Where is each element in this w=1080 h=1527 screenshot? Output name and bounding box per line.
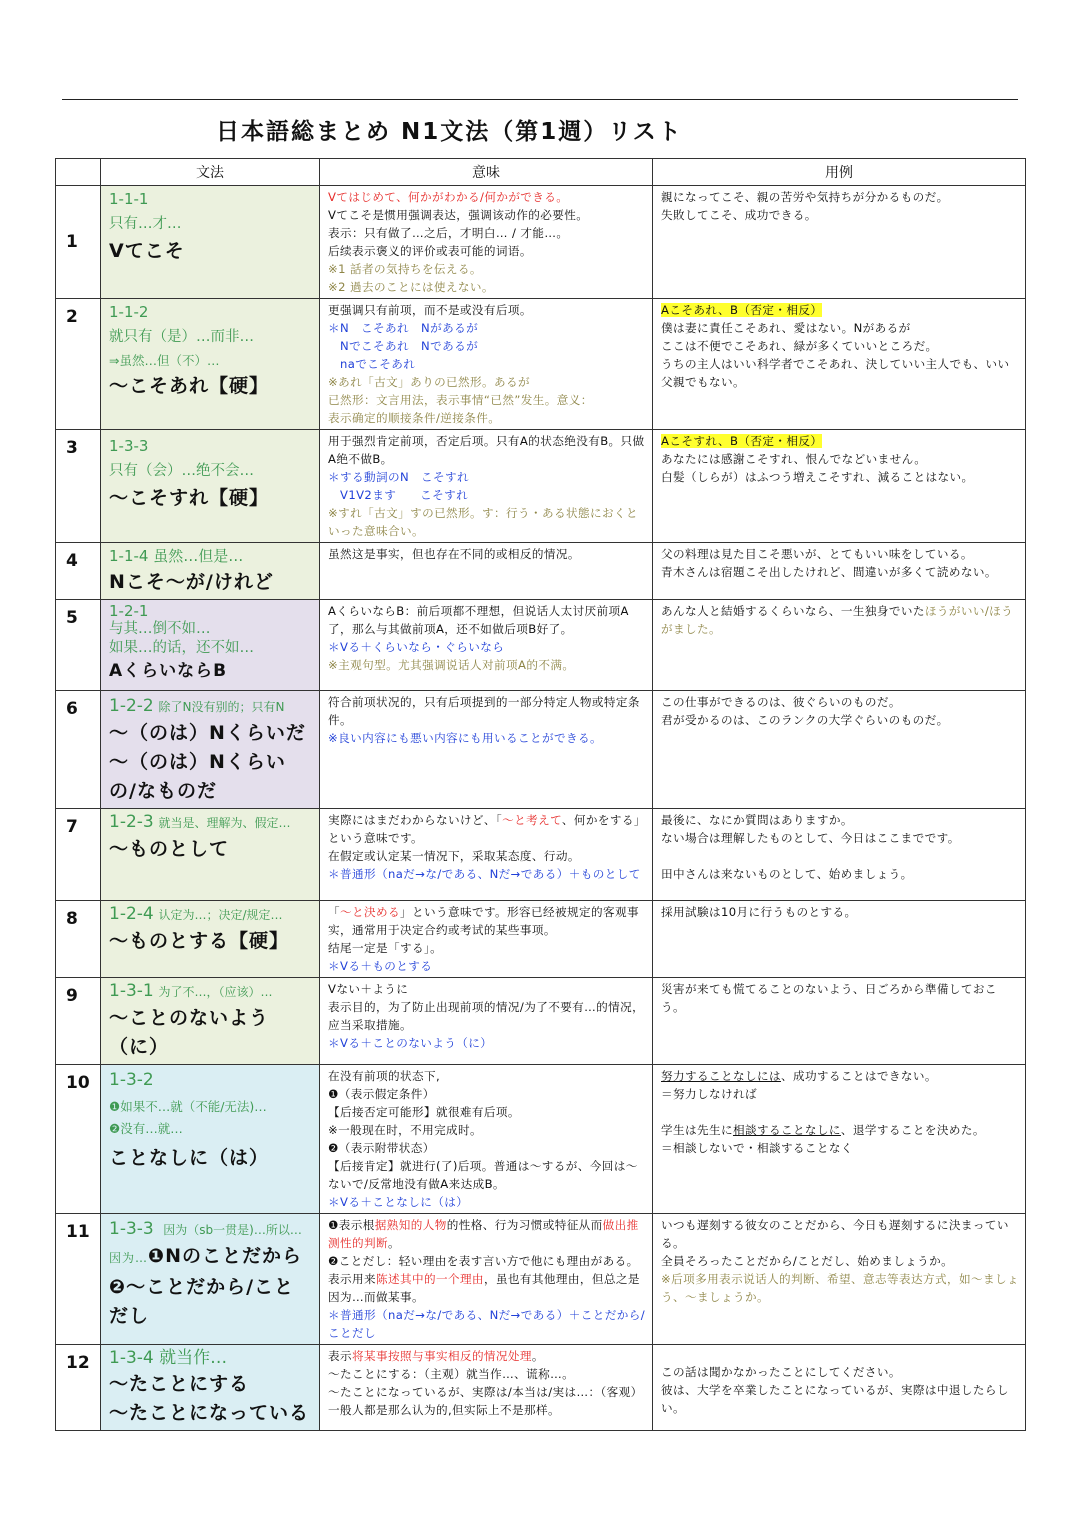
example-line: ＝努力しなければ	[661, 1087, 757, 1101]
grammar-meaning: ❶如果不…就（不能/无法)…	[109, 1099, 267, 1114]
example-text: ＝相談しないで・相談することなく	[661, 1123, 1016, 1155]
grammar-code-number: 1-2-2	[109, 696, 154, 716]
meaning-pattern: ＊Vる＋くらいなら・ぐらいなら	[328, 640, 505, 654]
grammar-meaning: 只有（会）…绝不会…	[109, 463, 254, 479]
grammar-code: 1-2-1	[109, 602, 149, 620]
meaning-cell	[320, 809, 653, 901]
row-number: 12	[56, 1345, 101, 1431]
example-line: 田中さんは来ないものとして、始めましょう。	[661, 867, 913, 881]
meaning-line: 符合前项状况的，只有后项提到的一部分特定人物或特定条件。	[328, 695, 640, 727]
meaning-cell	[320, 430, 653, 543]
grammar-code: 1-1-1	[109, 190, 149, 208]
example-line: この話は聞かなかったことにしてください。	[661, 1365, 901, 1379]
grammar-pattern: ～ものとする【硬】	[109, 930, 290, 952]
grammar-code: 1-3-2	[109, 1070, 154, 1090]
meaning-cell	[320, 186, 653, 299]
example-text: 、退学することを決めた。	[840, 1123, 980, 1137]
grammar-cell	[101, 978, 320, 1065]
meaning-text: ❶表示根	[328, 1218, 375, 1232]
grammar-cell	[101, 186, 320, 299]
grammar-pattern: ～たことにする	[109, 1373, 250, 1395]
meaning-pattern: ＊する動詞のN こそすれ	[328, 470, 470, 484]
table-row	[56, 430, 1026, 543]
meaning-line: 用于强烈肯定前项，否定后项。只有A的状态绝没有B。只做A绝不做B。	[328, 434, 645, 466]
meaning-line: 虽然这是事实，但也存在不同的或相反的情况。	[328, 547, 580, 561]
grammar-meaning: 只有…才…	[109, 216, 182, 232]
meaning-key: ～と考えて	[502, 813, 562, 827]
meaning-note: ※すれ「古文」すの已然形。す：行う・ある状態におくといった意味合い。	[328, 506, 638, 538]
example-line	[661, 602, 1019, 638]
meaning-pattern: ＊Vる＋ものとする	[328, 959, 433, 973]
example-line	[661, 1067, 1019, 1085]
meaning-line: 在没有前项的状态下,	[328, 1069, 441, 1083]
meaning-text: ，虽也有其他理由，但总之是因为…而做某事。	[328, 1272, 640, 1304]
grammar-code-note: 就当是、理解为、假定…	[158, 816, 291, 830]
table-row	[56, 543, 1026, 600]
grammar-code	[109, 1218, 313, 1242]
grammar-code: 1-3-4 就当作…	[109, 1348, 228, 1368]
grammar-pattern: Vてこそ	[109, 240, 185, 262]
meaning-text: 的性格、行为习惯或特征从而	[446, 1218, 603, 1232]
meaning-key: 将某事按照与事实相反的情况处理	[352, 1349, 532, 1363]
meaning-pattern: ＊Vる＋ことのないよう（に）	[328, 1036, 493, 1050]
grammar-meaning: ⇒虽然…但（不）…	[109, 353, 220, 368]
row-number: 9	[56, 978, 101, 1065]
meaning-line: AくらいならB：前后项都不理想，但说话人太讨厌前项A了，那么与其做前项A，还不如做后项B好了。	[328, 604, 629, 636]
grammar-code-note: 因为（sb一贯是)…所以…	[163, 1223, 302, 1237]
example-text: 学生は先生に	[661, 1123, 733, 1137]
meaning-line	[328, 1252, 646, 1306]
meaning-line: ～たことにする：（主观）就当作…、谎称…。	[328, 1367, 575, 1381]
grammar-cell	[101, 809, 320, 901]
meaning-line: ～たことになっているが、実際は/本当は/実は…：（客观）一般人都是那么认为的,但实际上不是那样。	[328, 1385, 643, 1417]
example-cell	[653, 901, 1026, 978]
header-example: 用例	[653, 159, 1026, 186]
meaning-key: 做出推测性的判断	[328, 1218, 639, 1250]
example-cell	[653, 691, 1026, 809]
meaning-cell	[320, 1345, 653, 1431]
example-line: 全員そろったことだから/ことだし、始めましょうか。	[661, 1254, 954, 1268]
meaning-line: 表示目的，为了防止出现前项的情况/为了不要有…的情况，应当采取措施。	[328, 1000, 645, 1032]
highlight-pattern: Aこそあれ、B（否定・相反）	[661, 303, 823, 317]
table-row	[56, 600, 1026, 691]
example-line: 僕は妻に責任こそあれ、愛はない。Nがあるが	[661, 321, 911, 335]
grammar-pattern-prefix: 因为…	[109, 1251, 149, 1265]
meaning-pattern: ＊N こそあれ Nがあるが	[328, 321, 479, 335]
meaning-line: ❷（表示附带状态）	[328, 1141, 435, 1155]
meaning-note: ※あれ「古文」ありの已然形。あるが	[328, 375, 531, 389]
meaning-text: 、何かをする」という意味です。	[328, 813, 646, 845]
grammar-pattern-2: ❷～ことだから/ことだし	[109, 1276, 295, 1327]
example-line: 災害が来ても慌てることのないよう、日ごろから準備しておこう。	[661, 982, 997, 1014]
row-number: 11	[56, 1214, 101, 1345]
grammar-pattern: ことなしに（は）	[109, 1147, 270, 1169]
grammar-cell	[101, 1065, 320, 1214]
example-line: うちの主人はいい科学者でこそあれ、決していい主人でも、いい父親でもない。	[661, 357, 1010, 389]
row-number: 7	[56, 809, 101, 901]
grammar-pattern: Nこそ～が/けれど	[109, 571, 274, 593]
example-line: 父の料理は見た目こそ悪いが、とてもいい味をしている。	[661, 547, 973, 561]
example-cell	[653, 1065, 1026, 1214]
table-row	[56, 978, 1026, 1065]
grammar-cell	[101, 1214, 320, 1345]
meaning-note: ※1 話者の気持ちを伝える。	[328, 262, 482, 276]
grammar-cell	[101, 600, 320, 691]
table-row	[56, 1065, 1026, 1214]
meaning-line: 更强调只有前项，而不是或没有后项。	[328, 303, 532, 317]
grammar-pattern-2: ～たことになっている	[109, 1402, 310, 1424]
meaning-text: 表示	[328, 1349, 352, 1363]
meaning-text: 。	[531, 1349, 544, 1363]
example-cell	[653, 1214, 1026, 1345]
meaning-line: ※一般现在时，不用完成时。	[328, 1123, 483, 1137]
meaning-note: ※主观句型。尤其强调说话人对前项A的不满。	[328, 658, 575, 672]
top-rule	[62, 99, 1018, 100]
meaning-cell	[320, 1214, 653, 1345]
grammar-cell	[101, 543, 320, 600]
row-number: 3	[56, 430, 101, 543]
meaning-cell	[320, 691, 653, 809]
grammar-code	[109, 811, 313, 835]
row-number: 8	[56, 901, 101, 978]
grammar-table	[55, 158, 1026, 1431]
header-grammar: 文法	[101, 159, 320, 186]
grammar-meaning: ❷没有…就…	[109, 1121, 183, 1136]
page-title: 日本語総まとめ N1文法（第1週）リスト	[216, 119, 683, 145]
grammar-pattern	[109, 1242, 313, 1273]
meaning-line: 在假定或认定某一情况下，采取某态度、行动。	[328, 849, 580, 863]
example-cell	[653, 600, 1026, 691]
meaning-key: 据熟知的人物	[374, 1218, 447, 1232]
table-row	[56, 691, 1026, 809]
example-line	[661, 432, 1019, 450]
example-cell	[653, 543, 1026, 600]
meaning-note: 表示确定的顺接条件/逆接条件。	[328, 411, 501, 425]
meaning-line: 结尾一定是「する」。	[328, 941, 443, 955]
meaning-note: ※2 過去のことには使えない。	[328, 280, 494, 294]
meaning-text: 」という意味です。形容已经被规定的客观事实，通常用于决定合约或考试的某些事项。	[328, 905, 639, 937]
meaning-line: 【后接肯定】就进行(了)后项。普通は～するが、今回は～ないで/反常地没有做A来达成B。	[328, 1159, 638, 1191]
meaning-cell	[320, 978, 653, 1065]
example-text: あんな人と結婚するくらいなら、一生独身でいた	[661, 604, 925, 618]
meaning-text: ❷ことだし：轻い理由を表す言い方で他にも理由がある。表示用来	[328, 1254, 639, 1286]
grammar-cell	[101, 691, 320, 809]
example-cell	[653, 430, 1026, 543]
example-line: 採用試験は10月に行うものとする。	[661, 905, 857, 919]
table-row	[56, 809, 1026, 901]
meaning-key: ～と決める	[340, 905, 400, 919]
meaning-line: 【后接否定可能形】就很难有后项。	[328, 1105, 520, 1119]
table-row	[56, 186, 1026, 299]
table-row	[56, 901, 1026, 978]
example-line	[661, 301, 1019, 319]
meaning-line: 表示：只有做了…之后，才明白… / 才能…。	[328, 226, 569, 240]
meaning-cell	[320, 901, 653, 978]
grammar-pattern: ～ことのないよう（に）	[109, 1007, 270, 1058]
example-line: ない場合は理解したものとして、今日はここまでです。	[661, 831, 960, 845]
grammar-pattern-text: ❶Nのことだから	[148, 1245, 303, 1267]
grammar-pattern: ～ものとして	[109, 838, 230, 860]
example-line: 白髪（しらが）はふつう増えこそすれ、減ることはない。	[661, 470, 974, 484]
grammar-code-number: 1-3-3	[109, 1219, 154, 1239]
highlight-pattern: Aこそすれ、B（否定・相反）	[661, 434, 823, 448]
example-cell	[653, 978, 1026, 1065]
header-blank	[56, 159, 101, 186]
grammar-cell	[101, 299, 320, 430]
meaning-line: Vない＋ように	[328, 982, 409, 996]
row-number: 5	[56, 600, 101, 691]
meaning-line: ❶（表示假定条件）	[328, 1087, 435, 1101]
meaning-note: 已然形：文言用法，表示事情“已然”发生。意义：	[328, 393, 593, 407]
example-line: 失敗してこそ、成功できる。	[661, 208, 817, 222]
grammar-pattern: ～こそあれ【硬】	[109, 375, 270, 397]
example-cell	[653, 1345, 1026, 1431]
meaning-pattern: Nでこそあれ Nであるが	[328, 339, 479, 353]
table-row	[56, 299, 1026, 430]
grammar-code-number: 1-2-3	[109, 812, 154, 832]
meaning-note: ※良い内容にも悪い内容にも用いることができる。	[328, 731, 602, 745]
example-line: 君が受かるのは、このランクの大学ぐらいのものだ。	[661, 713, 949, 727]
meaning-line: Vてこそ是惯用强调表达，强调该动作的必要性。	[328, 208, 589, 222]
meaning-cell	[320, 299, 653, 430]
example-line: ここは不便でこそあれ、緑が多くていいところだ。	[661, 339, 938, 353]
example-underlined: 相談することなしに	[732, 1123, 841, 1137]
grammar-meaning: 如果…的话，还不如…	[109, 640, 254, 656]
row-number: 4	[56, 543, 101, 600]
meaning-pattern: ＊Vる＋ことなしに（は）	[328, 1195, 469, 1209]
example-underlined: 努力することなしには	[661, 1069, 781, 1083]
meaning-line	[328, 1347, 646, 1365]
example-line: 青木さんは宿題こそ出したけれど、間違いが多くて読めない。	[661, 565, 997, 579]
meaning-line: Vてはじめて、何かがわかる/何かができる。	[328, 190, 569, 204]
example-line: 彼は、大学を卒業したことになっているが、実際は中退したらしい。	[661, 1383, 1009, 1415]
meaning-text: 実際にはまだわからないけど、「	[328, 813, 503, 827]
meaning-cell	[320, 543, 653, 600]
grammar-pattern: ～（のは）Nくらいだ	[109, 722, 306, 744]
table-header-row	[56, 159, 1026, 186]
example-line	[661, 1121, 1019, 1157]
row-number: 6	[56, 691, 101, 809]
meaning-key: 陈述其中的一个理由	[375, 1272, 484, 1286]
example-line: いつも遅刻する彼女のことだから、今日も遅刻するに決まっている。	[661, 1218, 1009, 1250]
row-number: 2	[56, 299, 101, 430]
grammar-code	[109, 980, 313, 1004]
grammar-code	[109, 695, 313, 719]
table-row	[56, 1214, 1026, 1345]
meaning-line	[328, 903, 646, 939]
example-cell	[653, 809, 1026, 901]
example-line: あなたには感謝こそすれ、恨んでなどいません。	[661, 452, 927, 466]
grammar-pattern: ～こそすれ【硬】	[109, 487, 270, 509]
grammar-code: 1-1-4 虽然…但是…	[109, 547, 244, 565]
meaning-cell	[320, 600, 653, 691]
meaning-pattern: V1V2ます こそすれ	[328, 488, 469, 502]
grammar-pattern-2: ～（のは）Nくらいの/なものだ	[109, 751, 286, 802]
example-note: ※后项多用表示说话人的判断、希望、意志等表达方式，如～ましょう、～ましょうか。	[661, 1272, 1019, 1304]
example-text: 、成功することはできない。	[780, 1069, 937, 1083]
meaning-line	[328, 811, 646, 847]
grammar-code-note: 认定为…；决定/规定…	[158, 908, 283, 922]
example-line: 最後に、なにか質問はありますか。	[661, 813, 853, 827]
meaning-line	[328, 1216, 646, 1252]
grammar-code-note: 为了不…，（应该）…	[158, 985, 273, 999]
grammar-code	[109, 903, 313, 927]
header-meaning: 意味	[320, 159, 653, 186]
meaning-pattern: naでこそあれ	[328, 357, 416, 371]
table-row	[56, 1345, 1026, 1431]
meaning-pattern: ＊普通形（naだ→な/である、Nだ→である）＋ことだから/ことだし	[328, 1308, 646, 1340]
example-cell	[653, 299, 1026, 430]
meaning-cell	[320, 1065, 653, 1214]
grammar-pattern: AくらいならB	[109, 661, 228, 681]
grammar-code: 1-3-3	[109, 437, 149, 455]
grammar-meaning: 与其…倒不如…	[109, 621, 211, 637]
grammar-code: 1-1-2	[109, 303, 149, 321]
grammar-cell	[101, 1345, 320, 1431]
meaning-text: 。	[387, 1236, 400, 1250]
grammar-cell	[101, 901, 320, 978]
row-number: 10	[56, 1065, 101, 1214]
example-line: この仕事ができるのは、彼ぐらいのものだ。	[661, 695, 901, 709]
example-line: 親になってこそ、親の苦労や気持ちが分かるものだ。	[661, 190, 949, 204]
grammar-code-number: 1-2-4	[109, 904, 154, 924]
meaning-text: 「	[328, 905, 340, 919]
grammar-code-number: 1-3-1	[109, 981, 154, 1001]
row-number: 1	[56, 186, 101, 299]
grammar-cell	[101, 430, 320, 543]
example-cell	[653, 186, 1026, 299]
grammar-code-note: 除了N没有别的；只有N	[158, 700, 285, 714]
meaning-pattern: ＊普通形（naだ→な/である、Nだ→である）＋ものとして	[328, 867, 641, 881]
grammar-meaning: 就只有（是）…而非…	[109, 329, 254, 345]
meaning-line: 后续表示褒义的评价或表可能的词语。	[328, 244, 532, 258]
example-alt: ほうがいい/ほうがました。	[661, 604, 1014, 636]
